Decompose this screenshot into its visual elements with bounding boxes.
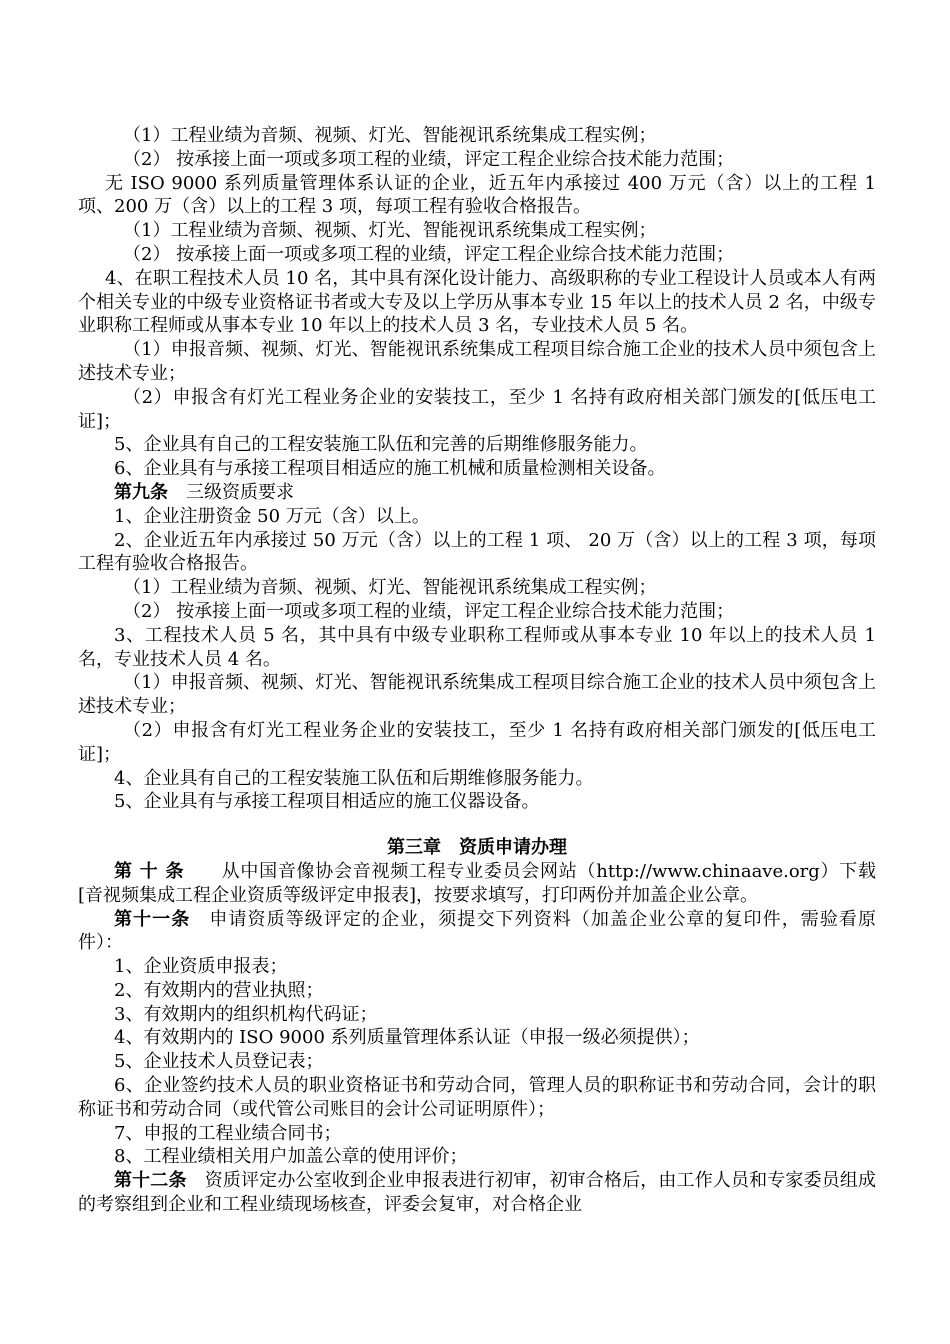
paragraph: （2） 按承接上面一项或多项工程的业绩，评定工程企业综合技术能力范围； [123, 148, 735, 170]
list-item: 5、企业技术人员登记表； [114, 1051, 324, 1073]
list-item: 1、企业资质申报表； [114, 956, 288, 978]
article-label: 第九条 [114, 481, 168, 503]
paragraph: 4、在职工程技术人员 10 名，其中具有深化设计能力、高级职称的专业工程设计人员或本人有两个相关专业的中级专业资格证书者或大专及以上学历从事本专业 15 年以上的技术人员 2 名，中级专业职称工程师或从事本专业 10 年以上的技术人员 3 名，专业技术人员 5 名。 [78, 267, 876, 337]
paragraph: 5、企业具有自己的工程安装施工队伍和完善的后期维修服务能力。 [114, 434, 648, 456]
list-item: 7、申报的工程业绩合同书； [114, 1122, 342, 1144]
document-body [78, 124, 876, 1217]
paragraph: （2）申报含有灯光工程业务企业的安装技工，至少 1 名持有政府相关部门颁发的[低压电工证]； [78, 719, 876, 765]
paragraph: 5、企业具有与承接工程项目相适应的施工仪器设备。 [114, 791, 540, 813]
paragraph: （2） 按承接上面一项或多项工程的业绩，评定工程企业综合技术能力范围； [123, 600, 735, 622]
paragraph: 6、企业具有与承接工程项目相适应的施工机械和质量检测相关设备。 [114, 458, 666, 480]
list-item: 8、工程业绩相关用户加盖公章的使用评价； [114, 1146, 468, 1168]
paragraph: 4、企业具有自己的工程安装施工队伍和后期维修服务能力。 [114, 767, 594, 789]
article-text: 从中国音像协会音视频工程专业委员会网站（http://www.chinaave.org）下载[音视频集成工程企业资质等级评定申报表]，按要求填写，打印两份并加盖企业公章。 [78, 860, 876, 906]
spacer [78, 814, 876, 828]
article-label: 第十二条 [114, 1170, 187, 1192]
list-item: 3、有效期内的组织机构代码证； [114, 1003, 378, 1025]
article-text: 三级资质要求 [168, 481, 294, 503]
article-10 [78, 860, 876, 908]
article-text: 资质评定办公室收到企业申报表进行初审，初审合格后，由工作人员和专家委员组成的考察组到企业和工程业绩现场核查，评委会复审，对合格企业 [78, 1170, 877, 1216]
paragraph: 1、企业注册资金 50 万元（含）以上。 [114, 505, 430, 527]
paragraph: （1）工程业绩为音频、视频、灯光、智能视讯系统集成工程实例； [123, 220, 657, 242]
article-11 [78, 908, 876, 956]
article-12 [78, 1169, 876, 1217]
article-text: 申请资质等级评定的企业，须提交下列资料（加盖企业公章的复印件，需验看原件）： [78, 908, 877, 954]
paragraph: （1）申报音频、视频、灯光、智能视讯系统集成工程项目综合施工企业的技术人员中须包含上述技术专业； [78, 339, 876, 384]
paragraph: 无 ISO 9000 系列质量管理体系认证的企业，近五年内承接过 400 万元（含）以上的工程 1 项、200 万（含）以上的工程 3 项，每项工程有验收合格报告。 [78, 172, 876, 218]
list-item: 6、企业签约技术人员的职业资格证书和劳动合同，管理人员的职称证书和劳动合同，会计的职称证书和劳动合同（或代管公司账目的会计公司证明原件）； [78, 1075, 876, 1120]
article-9 [78, 481, 876, 505]
paragraph: （2） 按承接上面一项或多项工程的业绩，评定工程企业综合技术能力范围； [123, 243, 735, 265]
article-label: 第 十 条 [114, 860, 185, 882]
chapter-heading: 第三章 资质申请办理 [387, 837, 567, 859]
paragraph: 2、企业近五年内承接过 50 万元（含）以上的工程 1 项、 20 万（含）以上的工程 3 项，每项工程有验收合格报告。 [78, 529, 876, 575]
list-item: 2、有效期内的营业执照； [114, 979, 324, 1001]
paragraph: （2）申报含有灯光工程业务企业的安装技工，至少 1 名持有政府相关部门颁发的[低压电工证]； [78, 386, 876, 432]
paragraph: 3、工程技术人员 5 名，其中具有中级专业职称工程师或从事本专业 10 年以上的技术人员 1 名，专业技术人员 4 名。 [78, 624, 876, 670]
list-item: 4、有效期内的 ISO 9000 系列质量管理体系认证（申报一级必须提供）； [114, 1027, 700, 1049]
paragraph: （1）申报音频、视频、灯光、智能视讯系统集成工程项目综合施工企业的技术人员中须包含上述技术专业； [78, 672, 876, 718]
article-label: 第十一条 [114, 908, 191, 930]
paragraph: （1）工程业绩为音频、视频、灯光、智能视讯系统集成工程实例； [123, 577, 657, 599]
paragraph: （1）工程业绩为音频、视频、灯光、智能视讯系统集成工程实例； [123, 125, 657, 146]
